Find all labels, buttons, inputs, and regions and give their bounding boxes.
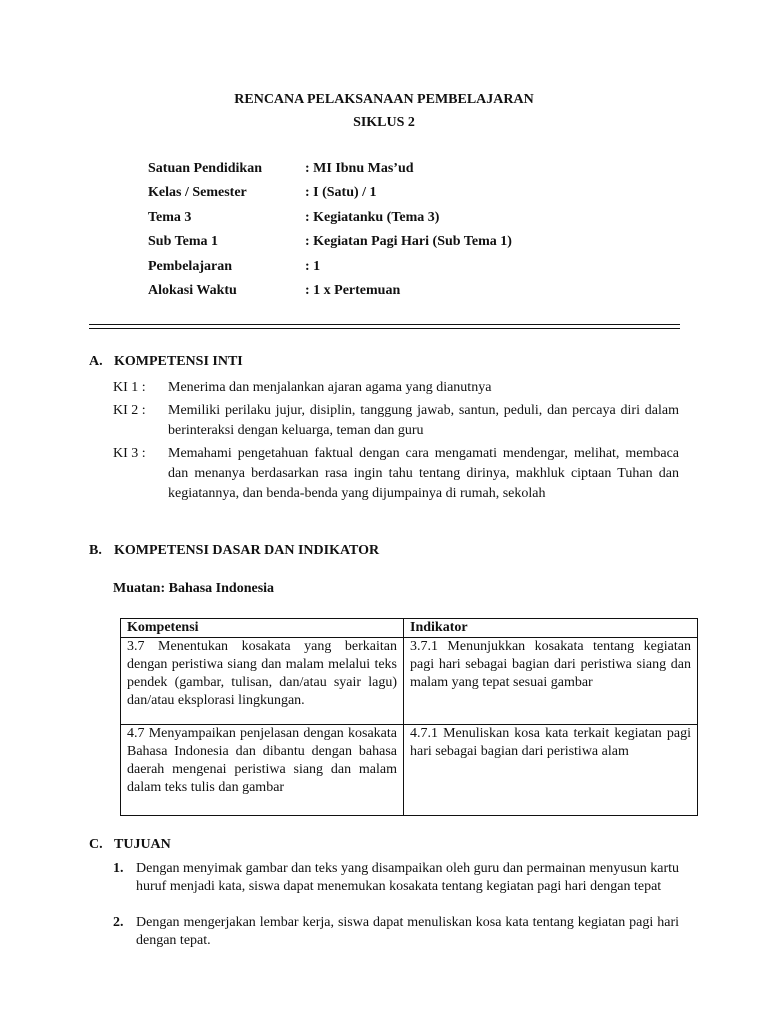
muatan-label: Muatan: Bahasa Indonesia xyxy=(113,581,275,596)
table-header-row xyxy=(121,619,698,638)
identity-label: Pembelajaran xyxy=(148,259,232,274)
tujuan-text: Dengan menyimak gambar dan teks yang disampaikan oleh guru dan permainan menyusun kartu huruf menjadi kata, siswa dapat menemukan kosakata tentang kegiatan pagi hari dengan tepat xyxy=(136,861,679,894)
table-row xyxy=(121,638,698,725)
table-cell-indikator: 3.7.1 Menunjukkan kosakata tentang kegiatan pagi hari sebagai bagian dari peristiwa siang dan malam yang tepat sesuai gambar xyxy=(404,638,698,725)
identity-value: : Kegiatan Pagi Hari (Sub Tema 1) xyxy=(305,234,512,249)
table-header-kompetensi: Kompetensi xyxy=(121,619,404,638)
tujuan-item xyxy=(113,914,679,950)
identity-label: Satuan Pendidikan xyxy=(148,161,262,176)
section-heading xyxy=(89,543,379,559)
ki-code: KI 3 : xyxy=(113,446,146,461)
ki-text: Memiliki perilaku jujur, disiplin, tanggung jawab, santun, peduli, dan percaya diri dalam berinteraksi dengan keluarga, teman dan guru xyxy=(168,403,679,438)
ki-text: Memahami pengetahuan faktual dengan cara mengamati mendengar, melihat, membaca dan menanya berdasarkan rasa ingin tahu tentang dirinya, makhluk ciptaan Tuhan dan kegiatannya, dan benda-benda yang dijumpainya di rumah, sekolah xyxy=(168,446,679,501)
identity-label: Kelas / Semester xyxy=(148,185,247,200)
table-cell-indikator: 4.7.1 Menuliskan kosa kata terkait kegiatan pagi hari sebagai bagian dari peristiwa alam xyxy=(404,725,698,816)
identity-value: : Kegiatanku (Tema 3) xyxy=(305,210,440,225)
section-title: TUJUAN xyxy=(114,837,171,852)
tujuan-text: Dengan mengerjakan lembar kerja, siswa dapat menuliskan kosa kata tentang kegiatan pagi hari dengan tepat. xyxy=(136,915,679,948)
section-letter: A. xyxy=(89,354,103,369)
document-subtitle: SIKLUS 2 xyxy=(353,115,415,130)
kompetensi-table xyxy=(120,618,698,816)
section-title: KOMPETENSI DASAR DAN INDIKATOR xyxy=(114,543,380,558)
identity-value: : MI Ibnu Mas’ud xyxy=(305,161,414,176)
identity-label: Tema 3 xyxy=(148,210,192,225)
identity-label: Alokasi Waktu xyxy=(148,283,237,298)
table-cell-kompetensi: 4.7 Menyampaikan penjelasan dengan kosakata Bahasa Indonesia dan dibantu dengan bahasa daerah mengenai peristiwa siang dan malam dalam teks tulis dan gambar xyxy=(121,725,404,816)
table-row xyxy=(121,725,698,816)
identity-value: : I (Satu) / 1 xyxy=(305,185,377,200)
table-cell-kompetensi: 3.7 Menentukan kosakata yang berkaitan dengan peristiwa siang dan malam melalui teks pendek (gambar, tulisan, dan/atau syair lagu) dan/atau eksplorasi lingkungan. xyxy=(121,638,404,725)
tujuan-number: 1. xyxy=(113,861,124,876)
ki-item xyxy=(113,401,679,441)
document-title: RENCANA PELAKSANAAN PEMBELAJARAN xyxy=(234,92,534,107)
section-letter: B. xyxy=(89,543,102,558)
section-letter: C. xyxy=(89,837,103,852)
section-heading xyxy=(89,354,243,370)
ki-code: KI 1 : xyxy=(113,380,146,395)
tujuan-item xyxy=(113,860,679,914)
divider-line xyxy=(89,324,680,325)
ki-code: KI 2 : xyxy=(113,403,146,418)
identity-value: : 1 x Pertemuan xyxy=(305,283,401,298)
ki-item xyxy=(113,444,679,524)
section-title: KOMPETENSI INTI xyxy=(114,354,243,369)
divider-line xyxy=(89,328,680,329)
identity-label: Sub Tema 1 xyxy=(148,234,219,249)
ki-item xyxy=(113,378,679,398)
ki-text: Menerima dan menjalankan ajaran agama yang dianutnya xyxy=(168,380,492,395)
table-header-indikator: Indikator xyxy=(404,619,698,638)
section-heading xyxy=(89,837,171,853)
tujuan-number: 2. xyxy=(113,915,124,930)
identity-value: : 1 xyxy=(305,259,321,274)
